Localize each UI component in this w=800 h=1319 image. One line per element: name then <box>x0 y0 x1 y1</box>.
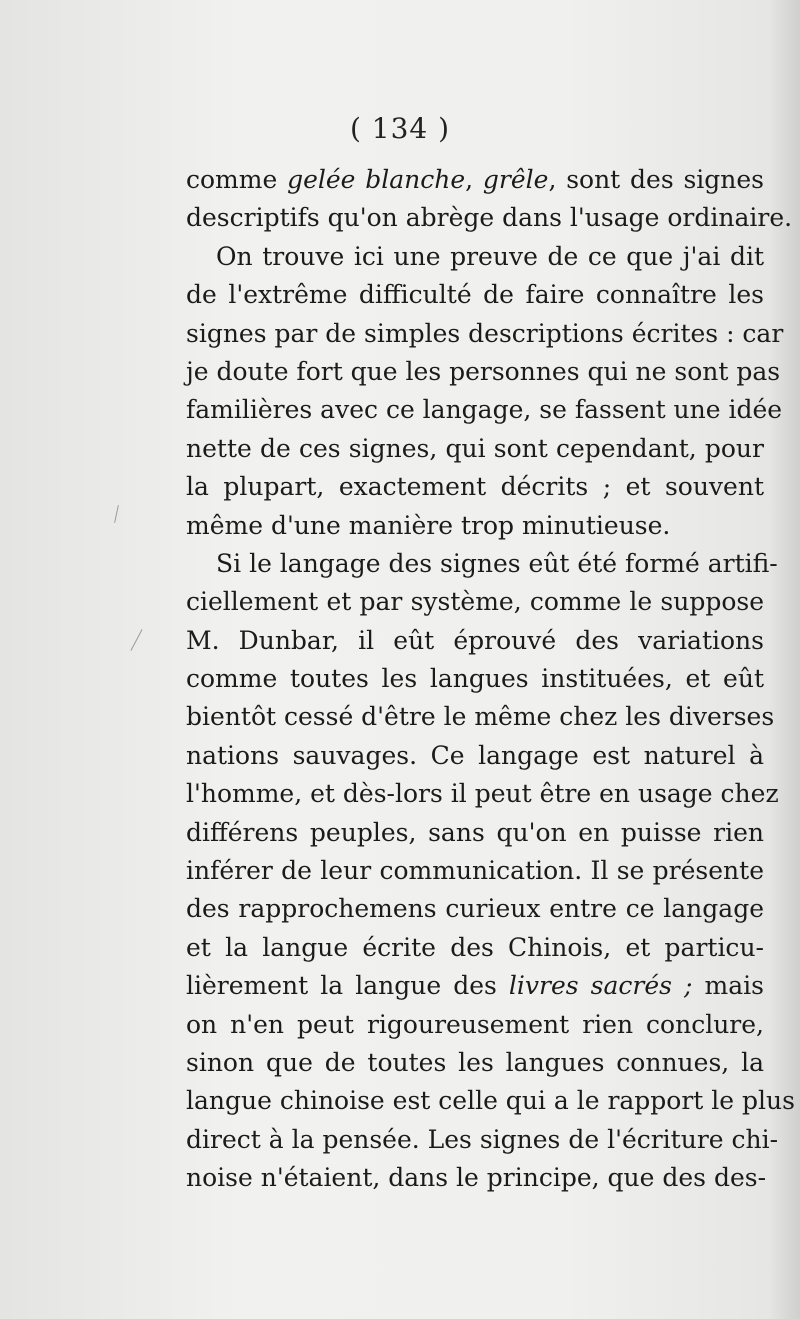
text-line <box>186 660 764 698</box>
text-run: bientôt cessé d'être le même chez les diverses <box>186 702 775 732</box>
text-run: nette de ces signes, qui sont cependant, pour <box>186 433 764 463</box>
text-line <box>186 814 764 852</box>
text-line <box>186 199 793 237</box>
text-run: , <box>465 165 483 194</box>
text-line <box>186 161 764 199</box>
text-run: l'homme, et dès-lors il peut être en usage chez <box>186 779 779 809</box>
text-line <box>186 1121 779 1159</box>
text-run: familières avec ce langage, se fassent une idée <box>186 395 783 425</box>
italic-text: gelée blanche <box>287 165 466 194</box>
text-run: sinon que de toutes les langues connues, la <box>186 1047 764 1077</box>
text-run: noise n'étaient, dans le principe, que des des- <box>186 1163 767 1193</box>
margin-mark <box>130 629 142 651</box>
text-run: je doute fort que les personnes qui ne sont pas <box>186 356 781 386</box>
text-run: Si le langage des signes eût été formé artifi- <box>216 548 778 578</box>
text-run: lièrement la langue des <box>186 971 509 1001</box>
text-run: on n'en peut rigoureusement rien conclure, <box>186 1009 764 1039</box>
text-line <box>186 468 764 506</box>
text-run: descriptifs qu'on abrège dans l'usage ordinaire. <box>186 203 793 233</box>
text-run: de l'extrême difficulté de faire connaître les <box>186 280 764 310</box>
text-line <box>186 391 783 429</box>
text-run: On trouve ici une preuve de ce que j'ai dit <box>216 241 764 271</box>
text-line <box>186 1044 764 1082</box>
text-run: ciellement et par système, comme le suppose <box>186 587 764 617</box>
text-line <box>186 1159 767 1197</box>
text-run: direct à la pensée. Les signes de l'écriture chi- <box>186 1124 779 1154</box>
text-run: comme <box>186 165 288 194</box>
text-line <box>186 545 778 583</box>
text-line <box>186 507 764 545</box>
text-run: langue chinoise est celle qui a le rapport le plus <box>186 1086 795 1116</box>
text-run: M. Dunbar, il eût éprouvé des variations <box>186 625 764 655</box>
text-line <box>186 775 779 813</box>
body-text <box>186 161 795 1198</box>
text-run: inférer de leur communication. Il se présente <box>186 856 764 886</box>
text-run: nations sauvages. Ce langage est naturel à <box>186 740 764 770</box>
text-line <box>186 315 784 353</box>
text-line <box>186 1082 795 1120</box>
text-line <box>186 238 764 276</box>
page-number: ( 134 ) <box>349 112 451 145</box>
text-line <box>186 967 764 1005</box>
italic-text: livres sacrés ; <box>508 971 693 1001</box>
text-line <box>186 276 764 314</box>
text-line <box>186 852 764 890</box>
text-line <box>186 890 764 928</box>
italic-text: grêle <box>482 165 549 194</box>
text-run: des rapprochemens curieux entre ce langage <box>186 894 764 924</box>
text-line <box>186 583 764 621</box>
text-run: signes par de simples descriptions écrites : car <box>186 318 784 348</box>
text-run: différens peuples, sans qu'on en puisse rien <box>186 817 764 847</box>
text-line <box>186 737 764 775</box>
text-line <box>186 622 764 660</box>
text-line <box>186 1006 764 1044</box>
text-run: comme toutes les langues instituées, et eût <box>186 664 764 694</box>
text-run: même d'une manière trop minutieuse. <box>186 510 671 540</box>
text-line <box>186 698 775 736</box>
text-line <box>186 929 764 967</box>
text-run: mais <box>692 971 764 1001</box>
text-line <box>186 430 764 468</box>
margin-mark <box>114 505 119 523</box>
text-run: , sont des signes <box>548 165 764 194</box>
text-run: la plupart, exactement décrits ; et souvent <box>186 472 764 502</box>
text-line <box>186 353 781 391</box>
text-run: et la langue écrite des Chinois, et particu- <box>186 932 764 962</box>
